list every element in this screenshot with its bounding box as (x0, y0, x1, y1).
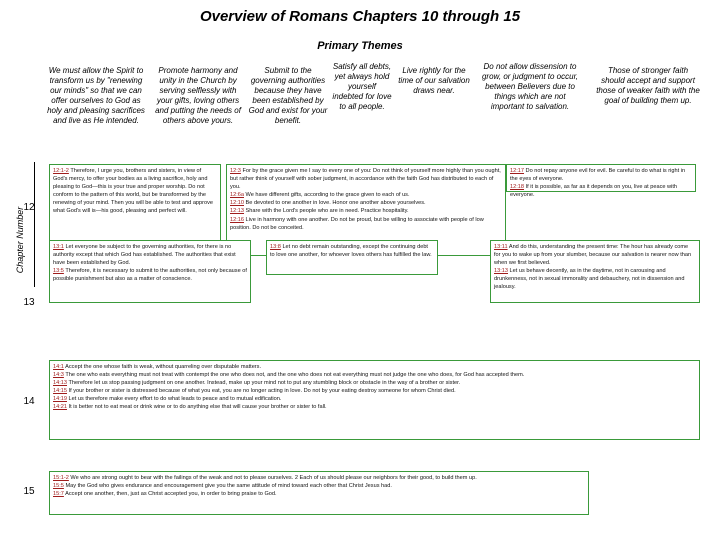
verse-reference: 14:13 (53, 380, 67, 387)
verse-reference: 14:3 (53, 372, 64, 379)
verse-line (53, 387, 696, 395)
verse-text: Share with the Lord's people who are in need. Practice hospitality. (244, 208, 409, 215)
verse-box (49, 471, 589, 515)
chapter-number-13: 13 (23, 297, 35, 308)
verse-text: Let no debt remain outstanding, except the continuing debt to love one another, for whoever loves others has fulfilled the law. (270, 244, 432, 259)
theme-5: Live rightly for the time of our salvation draws near. (398, 66, 470, 95)
chapter-number-15: 15 (23, 486, 35, 497)
chapter-number-14: 14 (23, 396, 35, 407)
theme-1: We must allow the Spirit to transform us by "renewing our minds" so that we can offer ourselves to God as holy and pleasing sacrifices and live as He intended. (47, 66, 145, 125)
verse-text: We who are strong ought to bear with the failings of the weak and not to please ourselves. 2 Each of us should please our neighbors for their good, to build them up. (68, 475, 477, 481)
verse-reference: 15:7 (53, 491, 64, 498)
axis-label: Chapter Number (15, 206, 25, 274)
verse-reference: 12:1-2 (53, 168, 69, 174)
verse-line (53, 403, 696, 411)
verse-text: The one who eats everything must not treat with contempt the one who does not, and the one who does not eat everything must not judge the one who does, for God has accepted them. (63, 372, 525, 379)
verse-line (53, 371, 696, 379)
verse-text: Live in harmony with one another. Do not be proud, but be willing to associate with people of low position. Do not be conceited. (230, 216, 484, 231)
verse-reference: 12:16 (230, 216, 244, 223)
verse-reference: 13:13 (494, 268, 508, 275)
verse-box (490, 240, 700, 303)
verse-reference: 14:21 (53, 404, 67, 411)
chapter-number-12: 12 (23, 202, 35, 213)
verse-line (230, 199, 502, 207)
verse-text: For by the grace given me I say to every one of you: Do not think of yourself more highly than you ought, but rather think of yourself with sober judgment, in accordance with the faith God has distributed to each of you. (230, 168, 501, 191)
verse-line (53, 379, 696, 387)
verse-text: Accept the one whose faith is weak, without quarreling over disputable matters. (63, 364, 262, 370)
theme-7: Those of stronger faith should accept and support those of weaker faith with the goal of building them up. (596, 66, 700, 105)
verse-line (230, 191, 502, 199)
verse-line (53, 395, 696, 403)
verse-text: Let us therefore make every effort to do what leads to peace and to mutual edification. (67, 396, 282, 403)
verse-text: We have different gifts, according to the grace given to each of us. (244, 192, 410, 199)
verse-line (53, 482, 585, 490)
verse-reference: 13:1 (53, 244, 64, 250)
verse-text: Therefore let us stop passing judgment on one another. Instead, make up your mind not to put any stumbling block or obstacle in the way of a brother or sister. (67, 380, 461, 387)
verse-box (49, 240, 251, 303)
verse-reference: 13:5 (53, 268, 64, 275)
verse-box (49, 360, 700, 440)
verse-text: Therefore, it is necessary to submit to the authorities, not only because of possible punishment but also as a matter of conscience. (53, 268, 247, 283)
verse-line (53, 243, 247, 267)
verse-text: May the God who gives endurance and encouragement give you the same attitude of mind toward each other that Christ Jesus had. (63, 483, 392, 490)
verse-reference: 12:6a (230, 192, 244, 199)
verse-text: Let us behave decently, as in the daytime, not in carousing and drunkenness, not in sexual immorality and debauchery, not in dissension and jealousy. (494, 268, 685, 291)
verse-reference: 12:17 (510, 168, 524, 174)
verse-text: Be devoted to one another in love. Honor one another above yourselves. (244, 200, 426, 207)
verse-line (510, 167, 692, 183)
verse-text: If your brother or sister is distressed because of what you eat, you are no longer acting in love. Do not by your eating destroy someone for whom Christ died. (67, 388, 456, 395)
verse-text: Therefore, I urge you, brothers and sisters, in view of God's mercy, to offer your bodies as a living sacrifice, holy and pleasing to God—this is your true and proper worship. Do not conform to the pattern of this world, but be transformed by the renewing of your mind. Then you will be able to test and approve what God's will is—his good, pleasing and perfect will. (53, 168, 214, 215)
verse-reference: 15:5 (53, 483, 64, 490)
verse-reference: 13:11 (494, 244, 508, 250)
verse-line (53, 474, 585, 482)
verse-reference: 12:18 (510, 184, 524, 191)
verse-text: Accept one another, then, just as Christ accepted you, in order to bring praise to God. (63, 491, 277, 498)
verse-line (230, 207, 502, 215)
verse-reference: 14:19 (53, 396, 67, 403)
verse-line (53, 363, 696, 371)
verse-line (53, 167, 217, 216)
theme-3: Submit to the governing authorities because they have been established by God and exist for your benefit. (248, 66, 328, 125)
page-subtitle: Primary Themes (317, 40, 403, 52)
verse-line (230, 167, 502, 191)
verse-text: It is better not to eat meat or drink wine or to do anything else that will cause your brother or sister to fall. (67, 404, 327, 411)
verse-line (270, 243, 434, 259)
verse-text: And do this, understanding the present time: The hour has already come for you to wake up from your slumber, because our salvation is nearer now than when we first believed. (494, 244, 692, 267)
theme-4: Satisfy all debts, yet always hold yourself indebted for love to all people. (332, 62, 392, 111)
verse-reference: 12:3 (230, 168, 241, 174)
verse-line (494, 243, 696, 267)
verse-text: Let everyone be subject to the governing authorities, for there is no authority except that which God has established. The authorities that exist have been established by God. (53, 244, 236, 267)
theme-2: Promote harmony and unity in the Church by serving selflessly with your gifts, loving others and putting the needs of others above yours. (155, 66, 241, 125)
page-title: Overview of Romans Chapters 10 through 15 (199, 8, 521, 25)
verse-box (266, 240, 438, 275)
verse-reference: 12:10 (230, 200, 244, 207)
verse-line (53, 267, 247, 283)
verse-line (230, 216, 502, 232)
verse-reference: 14:1 (53, 364, 64, 370)
verse-box (506, 164, 696, 199)
verse-line (494, 267, 696, 291)
verse-line (53, 490, 585, 498)
verse-text: Do not repay anyone evil for evil. Be careful to do what is right in the eyes of everyone. (510, 168, 686, 183)
verse-reference: 14:15 (53, 388, 67, 395)
verse-line (510, 183, 692, 199)
verse-reference: 13:8 (270, 244, 281, 250)
theme-6: Do not allow dissension to grow, or judgment to occur, between Believers due to things which are not important to salvation. (481, 62, 579, 111)
verse-reference: 12:13 (230, 208, 244, 215)
verse-reference: 15:1-2 (53, 475, 69, 481)
verse-text: If it is possible, as far as it depends on you, live at peace with everyone. (510, 184, 677, 199)
axis-line (34, 162, 35, 287)
